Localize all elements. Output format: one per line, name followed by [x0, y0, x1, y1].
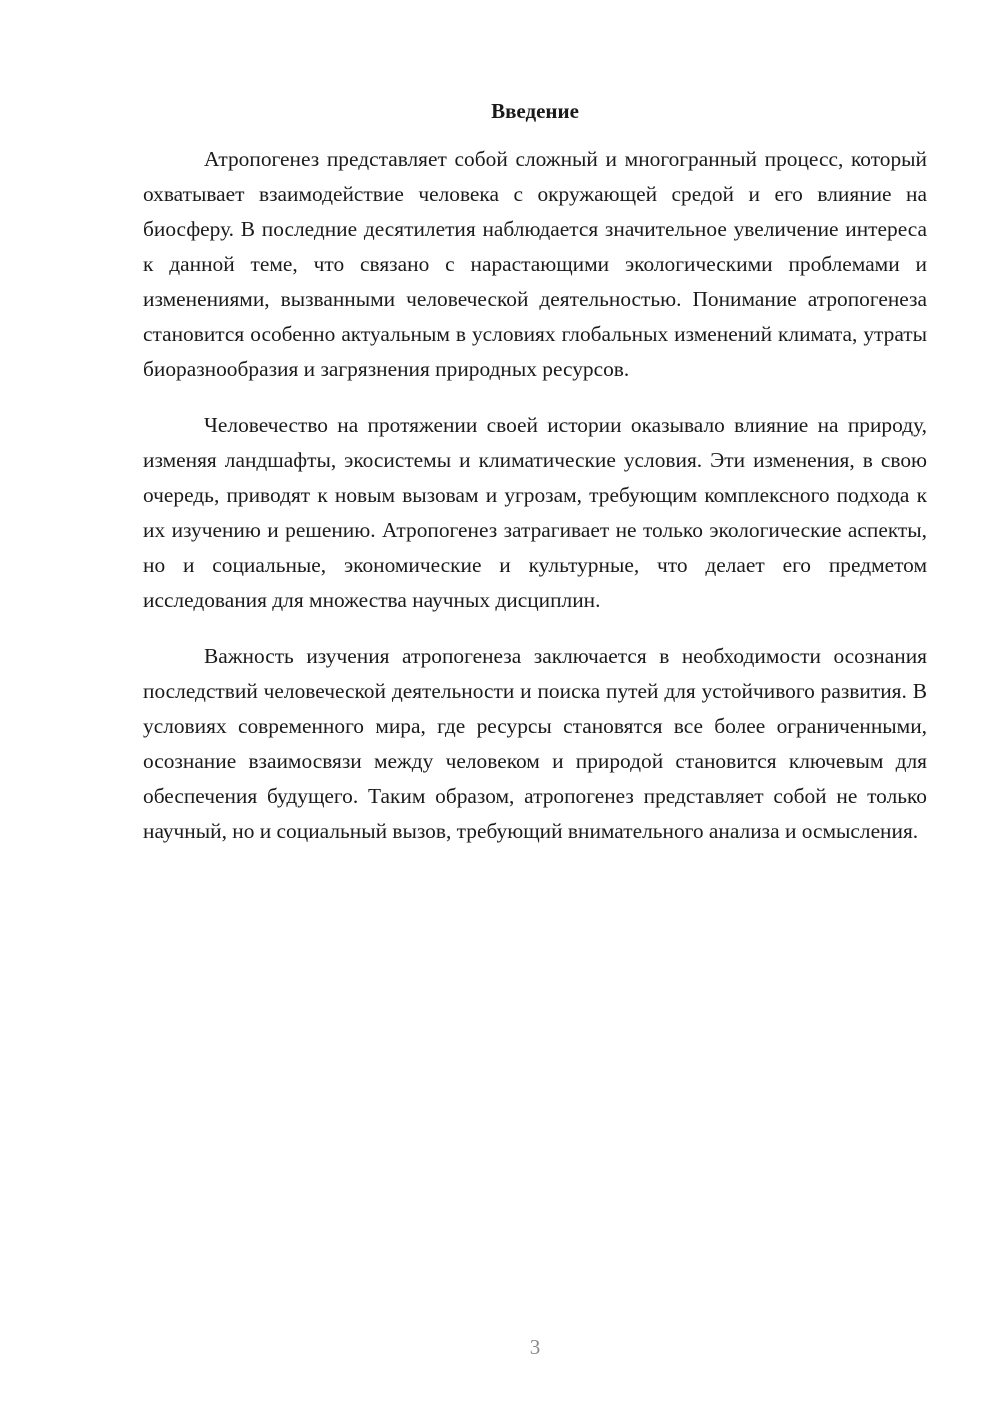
page-number: 3 — [529, 1335, 541, 1359]
paragraph-1: Атропогенез представляет собой сложный и многогранный процесс, который охватывает взаимодействие человека с окружающей средой и его влияние на биосферу. В последние десятилетия наблюдается значительное увеличение интереса к данной теме, что связано с нарастающими экологическими проблемами и изменениями, вызванными человеческой деятельностью. Понимание атропогенеза становится особенно актуальным в условиях глобальных изменений климата, утраты биоразнообразия и загрязнения природных ресурсов. — [143, 147, 927, 381]
section-heading: Введение — [491, 99, 579, 123]
body-text — [143, 142, 927, 870]
paragraph-2: Человечество на протяжении своей истории оказывало влияние на природу, изменяя ландшафты, экосистемы и климатические условия. Эти изменения, в свою очередь, приводят к новым вызовам и угрозам, требующим комплексного подхода к их изучению и решению. Атропогенез затрагивает не только экологические аспекты, но и социальные, экономические и культурные, что делает его предметом исследования для множества научных дисциплин. — [143, 413, 927, 612]
paragraph-3: Важность изучения атропогенеза заключается в необходимости осознания последствий человеческой деятельности и поиска путей для устойчивого развития. В условиях современного мира, где ресурсы становятся все более ограниченными, осознание взаимосвязи между человеком и природой становится ключевым для обеспечения будущего. Таким образом, атропогенез представляет собой не только научный, но и социальный вызов, требующий внимательного анализа и осмысления. — [143, 644, 927, 843]
